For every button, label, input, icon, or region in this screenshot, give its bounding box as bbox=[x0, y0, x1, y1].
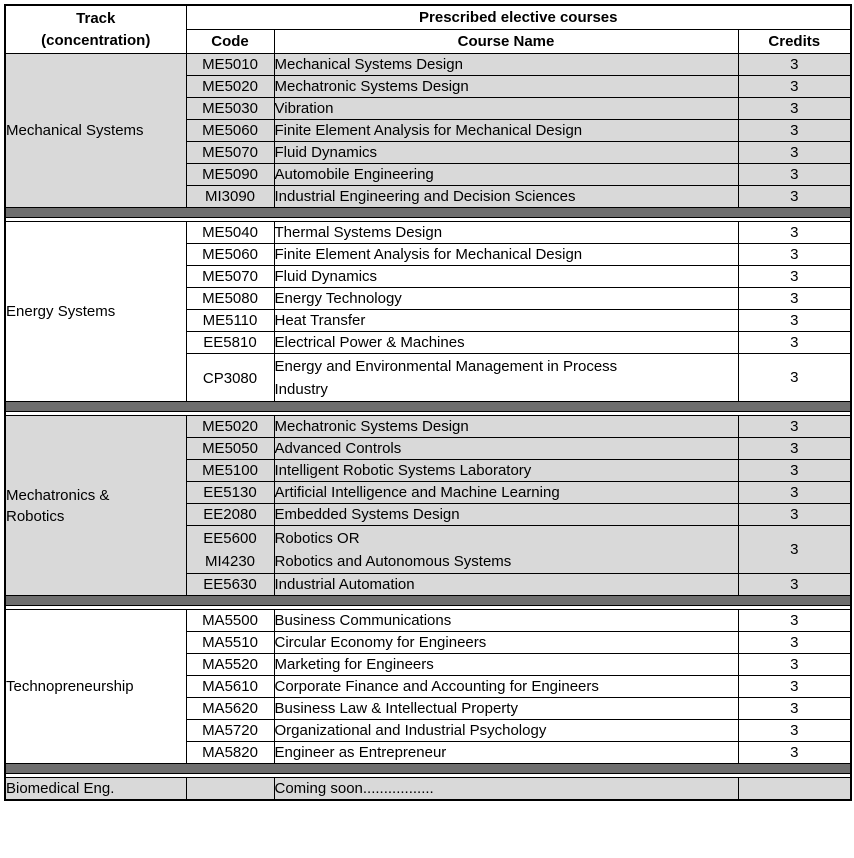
course-name-cell: Advanced Controls bbox=[274, 438, 738, 460]
credits-cell: 3 bbox=[738, 526, 851, 574]
course-row bbox=[5, 416, 851, 438]
section-separator-bar bbox=[5, 596, 851, 606]
course-name-cell: Mechatronic Systems Design bbox=[274, 76, 738, 98]
course-row bbox=[5, 222, 851, 244]
course-name-cell: Business Law & Intellectual Property bbox=[274, 698, 738, 720]
course-name-cell: Artificial Intelligence and Machine Learning bbox=[274, 482, 738, 504]
credits-cell: 3 bbox=[738, 438, 851, 460]
credits-cell: 3 bbox=[738, 266, 851, 288]
credits-cell: 3 bbox=[738, 76, 851, 98]
course-name-cell: Embedded Systems Design bbox=[274, 504, 738, 526]
course-code-cell: MA5820 bbox=[186, 742, 274, 764]
course-name-cell: Coming soon................. bbox=[274, 778, 738, 801]
track-header-line1: Track bbox=[76, 9, 116, 27]
credits-cell: 3 bbox=[738, 98, 851, 120]
track-cell: Mechatronics & Robotics bbox=[5, 416, 186, 596]
course-name-cell: Fluid Dynamics bbox=[274, 266, 738, 288]
course-name-cell: Vibration bbox=[274, 98, 738, 120]
code-column-header: Code bbox=[186, 30, 274, 54]
credits-cell: 3 bbox=[738, 222, 851, 244]
credits-cell: 3 bbox=[738, 610, 851, 632]
credits-cell: 3 bbox=[738, 120, 851, 142]
track-column-header bbox=[5, 5, 186, 54]
credits-cell bbox=[738, 778, 851, 801]
course-code-cell: ME5060 bbox=[186, 244, 274, 266]
track-cell: Technopreneurship bbox=[5, 610, 186, 764]
section-separator-bar bbox=[5, 764, 851, 774]
course-code-cell: ME5110 bbox=[186, 310, 274, 332]
credits-cell: 3 bbox=[738, 164, 851, 186]
course-code-cell: MA5610 bbox=[186, 676, 274, 698]
course-name-cell: Mechanical Systems Design bbox=[274, 54, 738, 76]
course-code-cell: ME5100 bbox=[186, 460, 274, 482]
course-name-cell: Energy and Environmental Management in Process Industry bbox=[274, 354, 738, 402]
course-name-cell: Finite Element Analysis for Mechanical Design bbox=[274, 244, 738, 266]
course-code-cell: ME5090 bbox=[186, 164, 274, 186]
course-code-cell: MA5500 bbox=[186, 610, 274, 632]
header-row-1 bbox=[5, 5, 851, 30]
elective-courses-table bbox=[4, 4, 852, 801]
course-name-cell: Industrial Automation bbox=[274, 574, 738, 596]
course-name-cell: Thermal Systems Design bbox=[274, 222, 738, 244]
course-row bbox=[5, 54, 851, 76]
course-name-cell: Corporate Finance and Accounting for Engineers bbox=[274, 676, 738, 698]
course-name-cell: Industrial Engineering and Decision Sciences bbox=[274, 186, 738, 208]
credits-cell: 3 bbox=[738, 482, 851, 504]
credits-cell: 3 bbox=[738, 676, 851, 698]
section-separator-bar bbox=[5, 208, 851, 218]
course-code-cell: ME5080 bbox=[186, 288, 274, 310]
credits-cell: 3 bbox=[738, 244, 851, 266]
course-name-cell: Circular Economy for Engineers bbox=[274, 632, 738, 654]
course-code-cell: EE5130 bbox=[186, 482, 274, 504]
group-header: Prescribed elective courses bbox=[186, 5, 851, 30]
course-name-cell: Finite Element Analysis for Mechanical Design bbox=[274, 120, 738, 142]
credits-cell: 3 bbox=[738, 332, 851, 354]
course-name-cell: Electrical Power & Machines bbox=[274, 332, 738, 354]
course-code-cell: MI3090 bbox=[186, 186, 274, 208]
credits-cell: 3 bbox=[738, 654, 851, 676]
track-cell: Biomedical Eng. bbox=[5, 778, 186, 801]
course-name-cell: Robotics OR Robotics and Autonomous Systems bbox=[274, 526, 738, 574]
course-name-cell: Organizational and Industrial Psychology bbox=[274, 720, 738, 742]
credits-cell: 3 bbox=[738, 632, 851, 654]
credits-cell: 3 bbox=[738, 574, 851, 596]
course-name-cell: Marketing for Engineers bbox=[274, 654, 738, 676]
course-name-cell: Energy Technology bbox=[274, 288, 738, 310]
course-code-cell: ME5040 bbox=[186, 222, 274, 244]
course-code-cell: ME5020 bbox=[186, 416, 274, 438]
table-body bbox=[5, 54, 851, 801]
credits-cell: 3 bbox=[738, 186, 851, 208]
credits-cell: 3 bbox=[738, 742, 851, 764]
table-header bbox=[5, 5, 851, 54]
course-name-column-header: Course Name bbox=[274, 30, 738, 54]
course-code-cell: EE5630 bbox=[186, 574, 274, 596]
credits-cell: 3 bbox=[738, 310, 851, 332]
course-name-cell: Automobile Engineering bbox=[274, 164, 738, 186]
course-code-cell: EE5600 MI4230 bbox=[186, 526, 274, 574]
credits-cell: 3 bbox=[738, 142, 851, 164]
section-separator-bar bbox=[5, 402, 851, 412]
track-header-line2: (concentration) bbox=[41, 31, 151, 49]
credits-cell: 3 bbox=[738, 698, 851, 720]
credits-cell: 3 bbox=[738, 54, 851, 76]
course-code-cell: ME5060 bbox=[186, 120, 274, 142]
course-name-cell: Mechatronic Systems Design bbox=[274, 416, 738, 438]
course-name-cell: Intelligent Robotic Systems Laboratory bbox=[274, 460, 738, 482]
course-row bbox=[5, 778, 851, 801]
course-code-cell: EE2080 bbox=[186, 504, 274, 526]
course-name-cell: Fluid Dynamics bbox=[274, 142, 738, 164]
credits-cell: 3 bbox=[738, 354, 851, 402]
course-code-cell: CP3080 bbox=[186, 354, 274, 402]
track-cell: Energy Systems bbox=[5, 222, 186, 402]
credits-cell: 3 bbox=[738, 460, 851, 482]
course-code-cell bbox=[186, 778, 274, 801]
course-name-cell: Business Communications bbox=[274, 610, 738, 632]
course-code-cell: ME5010 bbox=[186, 54, 274, 76]
credits-cell: 3 bbox=[738, 720, 851, 742]
course-row bbox=[5, 610, 851, 632]
course-code-cell: EE5810 bbox=[186, 332, 274, 354]
course-code-cell: MA5720 bbox=[186, 720, 274, 742]
track-cell: Mechanical Systems bbox=[5, 54, 186, 208]
credits-cell: 3 bbox=[738, 416, 851, 438]
course-name-cell: Heat Transfer bbox=[274, 310, 738, 332]
course-code-cell: MA5620 bbox=[186, 698, 274, 720]
course-code-cell: ME5030 bbox=[186, 98, 274, 120]
course-name-cell: Engineer as Entrepreneur bbox=[274, 742, 738, 764]
course-code-cell: ME5050 bbox=[186, 438, 274, 460]
course-code-cell: ME5070 bbox=[186, 142, 274, 164]
credits-cell: 3 bbox=[738, 504, 851, 526]
credits-column-header: Credits bbox=[738, 30, 851, 54]
course-code-cell: MA5520 bbox=[186, 654, 274, 676]
course-code-cell: MA5510 bbox=[186, 632, 274, 654]
course-code-cell: ME5070 bbox=[186, 266, 274, 288]
credits-cell: 3 bbox=[738, 288, 851, 310]
course-code-cell: ME5020 bbox=[186, 76, 274, 98]
